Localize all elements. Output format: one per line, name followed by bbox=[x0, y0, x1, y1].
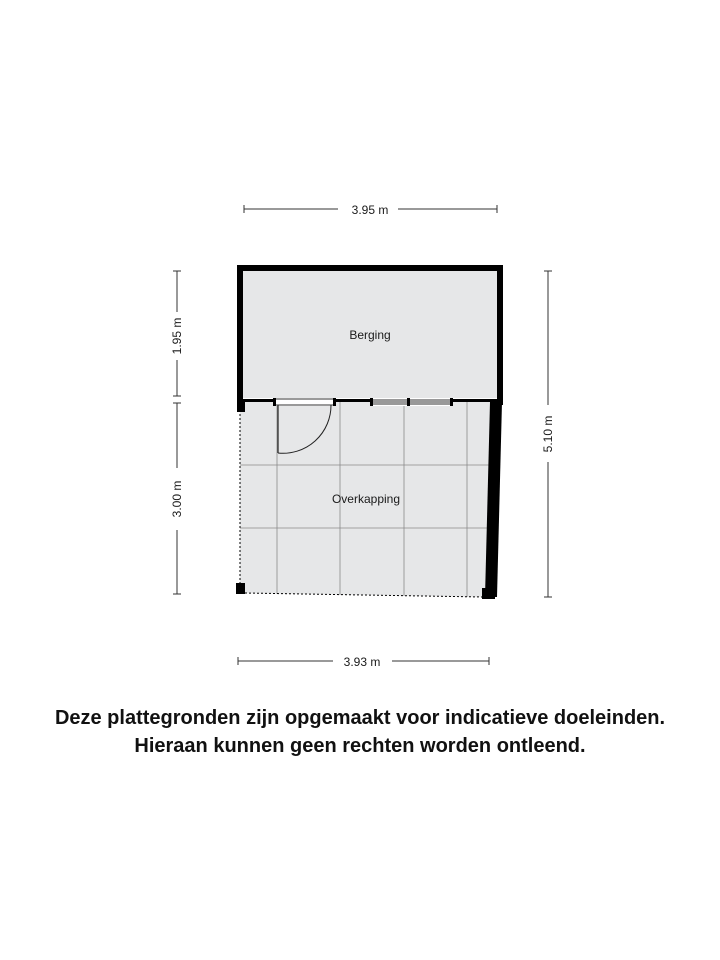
dimension-left-upper-label: 1.95 m bbox=[170, 317, 184, 355]
window-2 bbox=[410, 398, 453, 406]
room-overkapping bbox=[236, 402, 502, 599]
dimension-left-lower bbox=[170, 403, 184, 594]
dimension-right bbox=[541, 271, 555, 597]
room-overkapping-label: Overkapping bbox=[331, 492, 401, 506]
window-1 bbox=[370, 398, 410, 406]
dimension-left-lower-label: 3.00 m bbox=[170, 480, 184, 518]
room-berging bbox=[240, 268, 500, 402]
disclaimer-line-2: Hieraan kunnen geen rechten worden ontleend. bbox=[134, 735, 586, 757]
room-berging-label: Berging bbox=[349, 328, 391, 342]
disclaimer-line-1: Deze plattegronden zijn opgemaakt voor indicatieve doeleinden. bbox=[54, 707, 666, 729]
dimension-left-upper bbox=[170, 271, 184, 396]
dimension-bottom bbox=[238, 655, 489, 669]
dimension-right-label: 5.10 m bbox=[541, 415, 555, 453]
dimension-top-label: 3.95 m bbox=[351, 203, 389, 217]
dimension-top bbox=[244, 203, 497, 217]
dimension-bottom-label: 3.93 m bbox=[343, 655, 381, 669]
